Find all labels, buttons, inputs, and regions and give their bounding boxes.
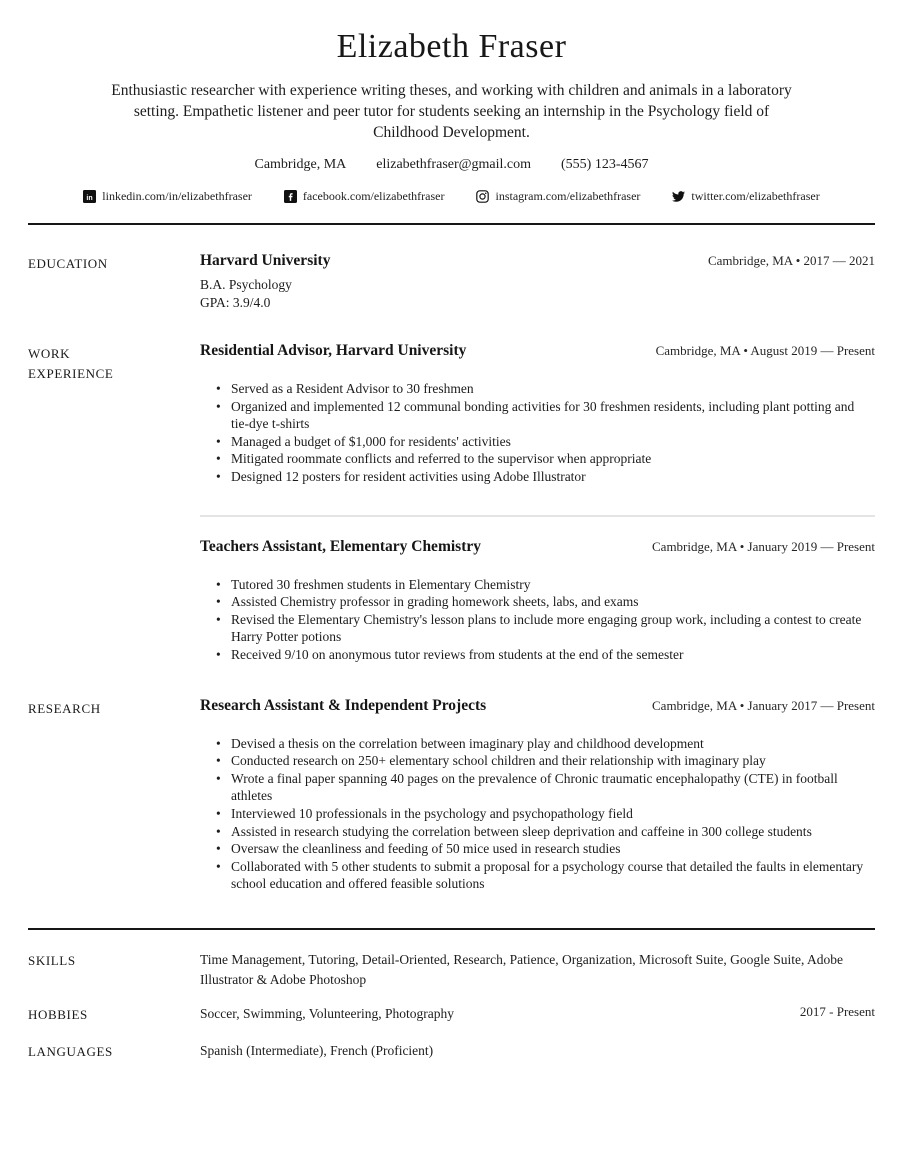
section-hobbies <box>28 1004 875 1025</box>
research-location-dates: Cambridge, MA • January 2017 — Present <box>652 697 875 713</box>
bullet-item: • Revised the Elementary Chemistry's lesson plans to include more engaging group work, including a contest to create Harry Potter potions <box>200 611 875 646</box>
education-entry-head <box>200 252 875 270</box>
bullet-item: • Managed a budget of $1,000 for residents' activities <box>200 433 875 451</box>
section-research <box>28 697 875 893</box>
skills-section-label: SKILLS <box>28 952 76 968</box>
work-entry-residential-advisor <box>200 342 875 486</box>
languages-section-label: LANGUAGES <box>28 1043 113 1059</box>
contact-row <box>28 157 875 173</box>
instagram-link[interactable] <box>476 189 640 204</box>
bullet-item: • Oversaw the cleanliness and feeding of 50 mice used in research studies <box>200 840 875 858</box>
work-entry-title: Teachers Assistant, Elementary Chemistry <box>200 537 481 555</box>
education-degree: B.A. Psychology <box>200 277 292 292</box>
instagram-icon <box>476 190 489 203</box>
hobbies-text: Soccer, Swimming, Volunteering, Photography <box>200 1005 454 1021</box>
svg-text:in: in <box>86 195 93 203</box>
education-gpa: GPA: 3.9/4.0 <box>200 295 271 310</box>
instagram-url: instagram.com/elizabethfraser <box>495 189 641 203</box>
entry-divider-rule <box>200 515 875 517</box>
person-name: Elizabeth Fraser <box>336 28 567 65</box>
social-links-row <box>28 189 875 204</box>
skills-text: Time Management, Tutoring, Detail-Oriented, Research, Patience, Organization, Microsoft Suite, Google Suite, Adobe Illustrator & Adobe Photoshop <box>200 951 844 987</box>
header-divider-rule <box>28 223 875 225</box>
work-entry-location-dates: Cambridge, MA • January 2019 — Present <box>652 538 875 554</box>
section-languages <box>28 1041 875 1062</box>
section-skills <box>28 950 875 990</box>
hobbies-dates: 2017 - Present <box>799 1003 875 1019</box>
work-entry-bullets <box>200 576 875 664</box>
bullet-item: • Designed 12 posters for resident activities using Adobe Illustrator <box>200 468 875 486</box>
footer-divider-rule <box>28 928 875 930</box>
resume-header <box>28 28 875 204</box>
research-entry-title: Research Assistant & Independent Projects <box>200 696 487 714</box>
bullet-item: • Organized and implemented 12 communal bonding activities for 30 freshmen residents, including plant potting and tie-dye t-shirts <box>200 398 875 433</box>
research-bullets <box>200 735 875 893</box>
bullet-item: • Interviewed 10 professionals in the psychology and psychopathology field <box>200 805 875 823</box>
facebook-url: facebook.com/elizabethfraser <box>302 189 445 203</box>
twitter-icon <box>672 190 685 203</box>
facebook-icon <box>284 190 297 203</box>
contact-phone: (555) 123-4567 <box>561 157 649 172</box>
education-location-dates: Cambridge, MA • 2017 — 2021 <box>707 253 875 268</box>
twitter-link[interactable] <box>672 189 819 204</box>
education-school: Harvard University <box>200 252 331 269</box>
bullet-item: • Collaborated with 5 other students to submit a proposal for a psychology course that detailed the faults in elementary school education and offered feasible solutions <box>200 858 875 893</box>
bullet-item: • Devised a thesis on the correlation between imaginary play and childhood development <box>200 735 875 753</box>
linkedin-icon <box>83 190 96 203</box>
bullet-item: • Assisted in research studying the correlation between sleep deprivation and caffeine in 300 college students <box>200 823 875 841</box>
languages-text: Spanish (Intermediate), French (Proficient) <box>200 1042 434 1058</box>
research-section-label: RESEARCH <box>28 700 101 716</box>
education-section-label: EDUCATION <box>28 256 108 271</box>
bullet-item: • Assisted Chemistry professor in grading homework sheets, labs, and exams <box>200 593 875 611</box>
contact-email: elizabethfraser@gmail.com <box>376 157 532 172</box>
summary-text: Enthusiastic researcher with experience writing theses, and working with children and animals in a laboratory setting. Empathetic listener and peer tutor for students seeking an internship in the Psychology field of Childhood Development. <box>111 82 792 141</box>
twitter-url: twitter.com/elizabethfraser <box>691 189 820 203</box>
section-work-experience <box>28 342 875 664</box>
facebook-link[interactable] <box>284 189 445 204</box>
work-entry-location-dates: Cambridge, MA • August 2019 — Present <box>655 343 875 358</box>
bullet-item: • Mitigated roommate conflicts and referred to the supervisor when appropriate <box>200 450 875 468</box>
bullet-item: • Conducted research on 250+ elementary school children and their relationship with imaginary play <box>200 752 875 770</box>
linkedin-url: linkedin.com/in/elizabethfraser <box>102 189 252 203</box>
section-education <box>28 252 875 312</box>
linkedin-link[interactable] <box>83 189 252 204</box>
contact-location: Cambridge, MA <box>254 157 347 172</box>
bullet-item: • Tutored 30 freshmen students in Elementary Chemistry <box>200 576 875 594</box>
work-entry-teachers-assistant <box>200 538 875 664</box>
bullet-item: • Received 9/10 on anonymous tutor reviews from students at the end of the semester <box>200 646 875 664</box>
bullet-item: • Wrote a final paper spanning 40 pages on the prevalence of Chronic traumatic encephalopathy (CTE) in football athletes <box>200 770 875 805</box>
work-entry-bullets <box>200 380 875 486</box>
work-section-label: WORK EXPERIENCE <box>28 346 114 381</box>
bullet-item: • Served as a Resident Advisor to 30 freshmen <box>200 380 875 398</box>
work-entry-title: Residential Advisor, Harvard University <box>200 342 467 359</box>
hobbies-section-label: HOBBIES <box>28 1006 88 1022</box>
